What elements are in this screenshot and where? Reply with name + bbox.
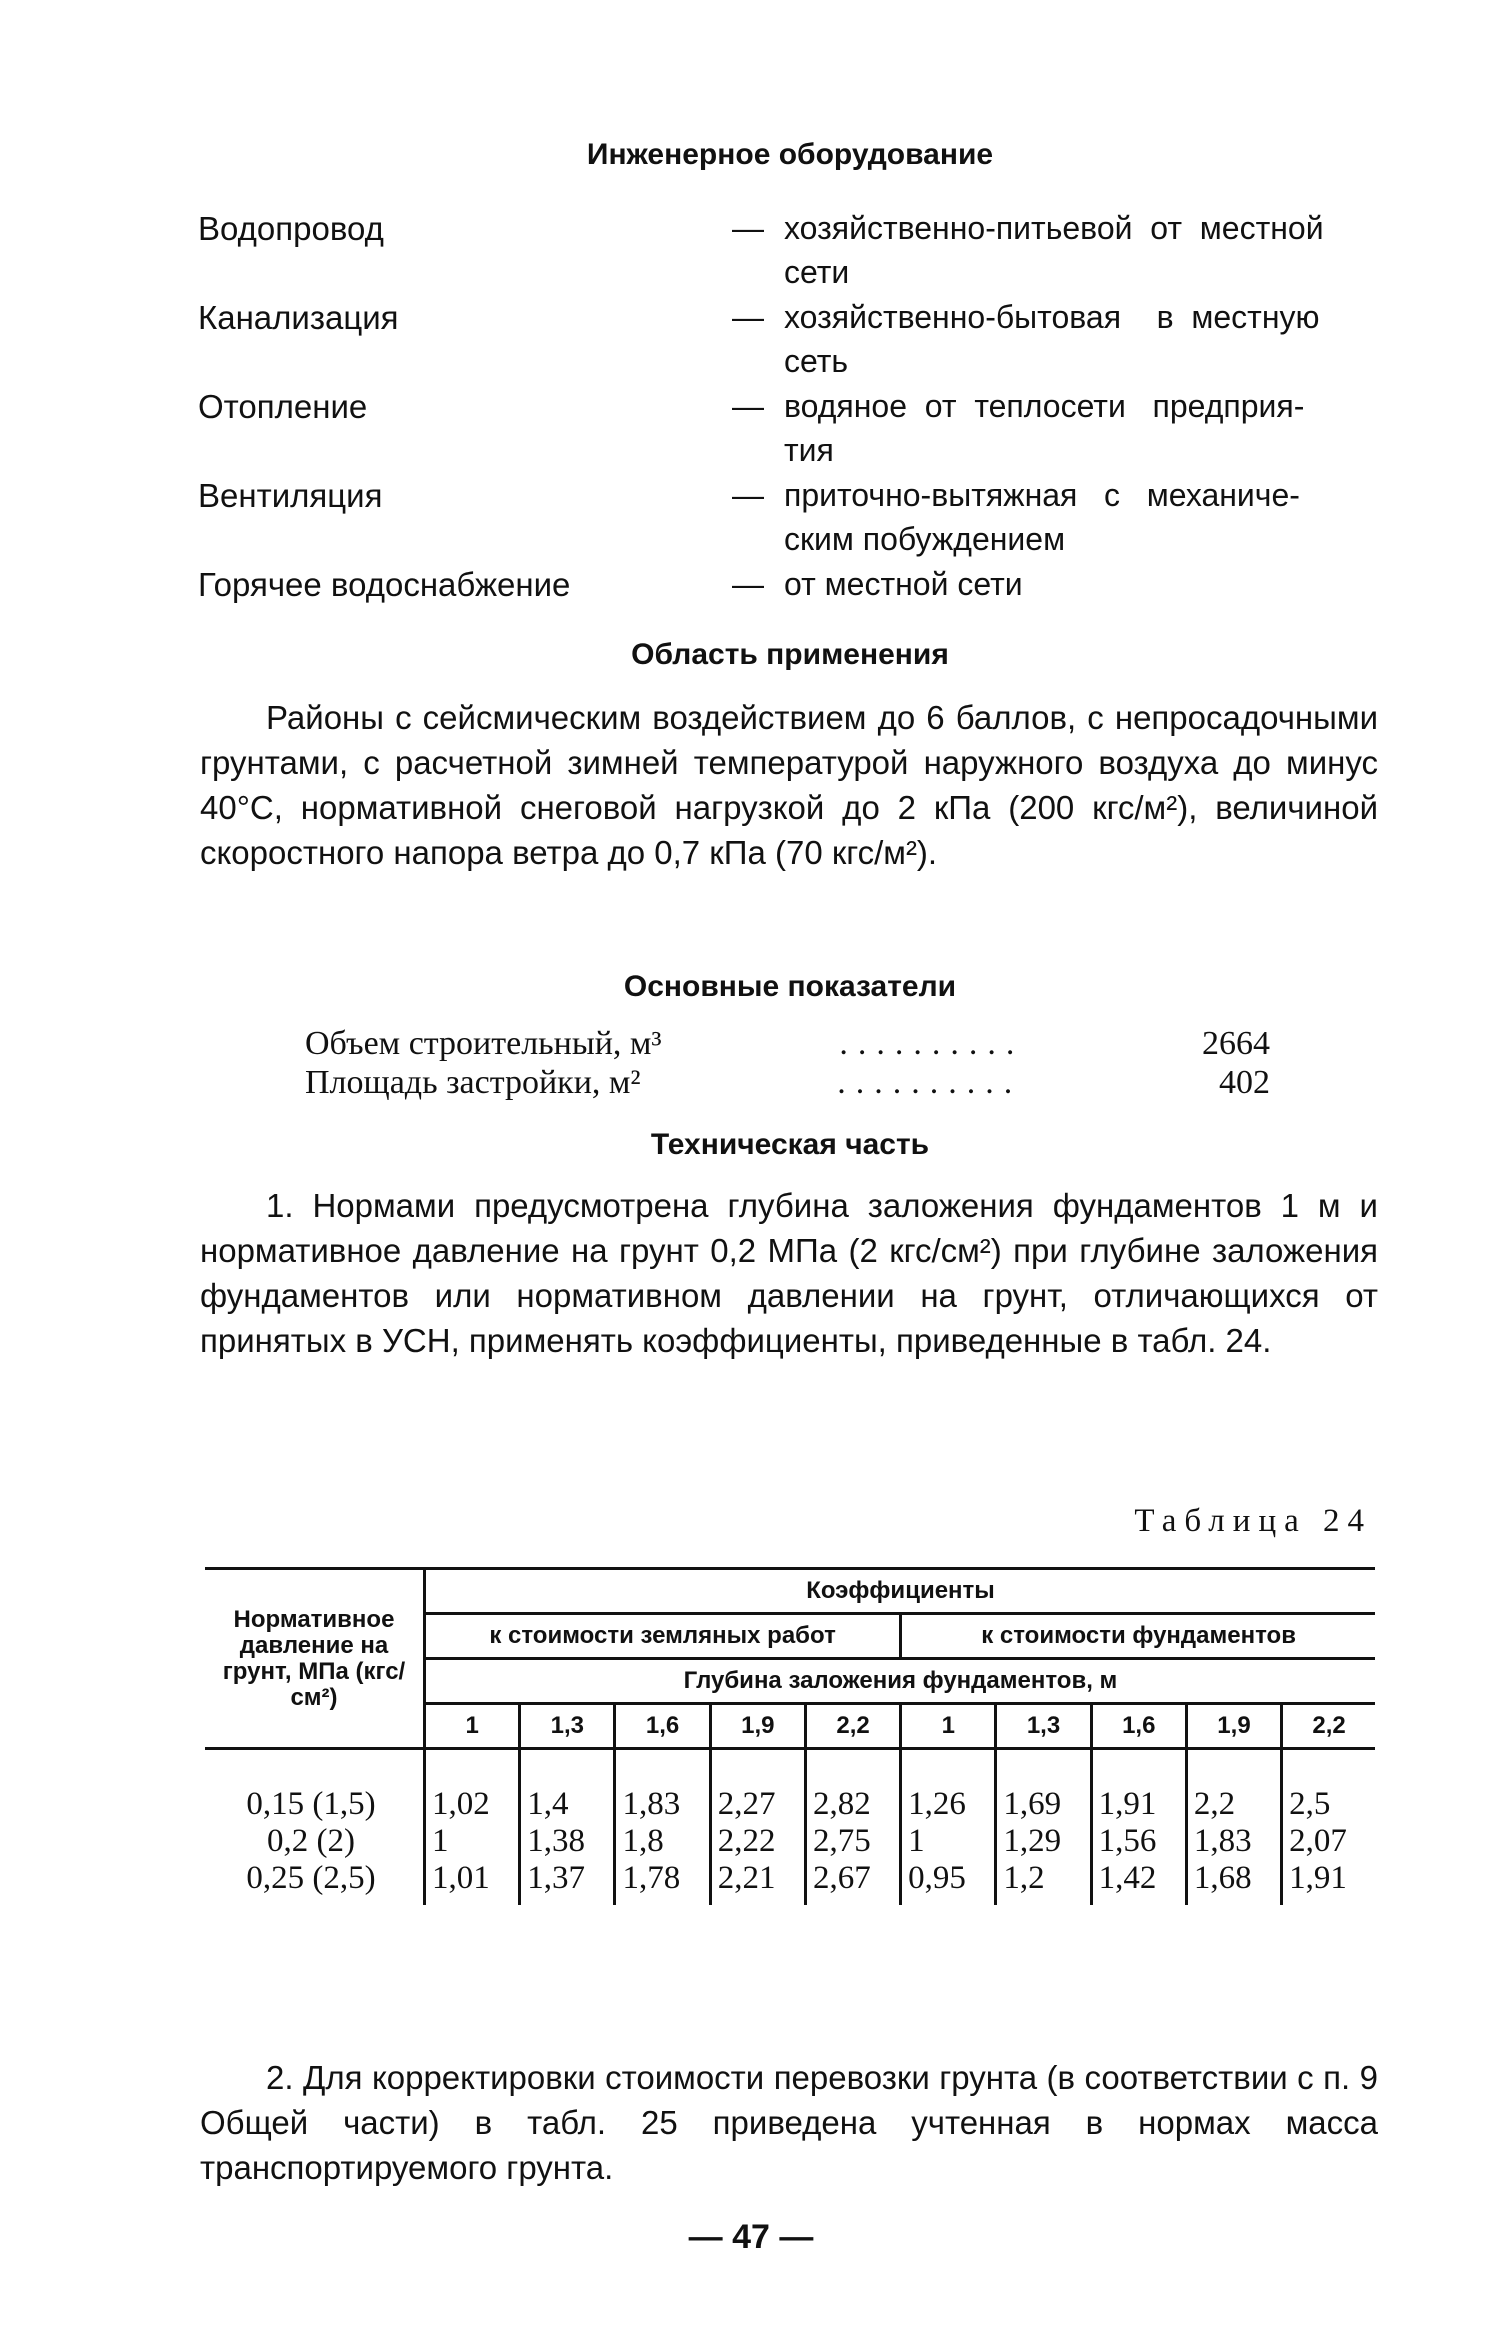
equipment-desc-line: от местной сети	[784, 566, 1023, 602]
value-cell: 2,5	[1282, 1749, 1375, 1824]
equipment-label-ventilation: Вентиляция	[198, 477, 383, 514]
value-cell: 1,26	[901, 1749, 996, 1824]
equipment-label-hot-water: Горячее водоснабжение	[198, 566, 571, 603]
value-cell: 1,69	[996, 1749, 1091, 1824]
scope-heading: Область применения	[631, 638, 949, 671]
depth-cell: 1,9	[710, 1704, 805, 1749]
dash: —	[732, 299, 764, 335]
depth-cell: 1,6	[615, 1704, 710, 1749]
equipment-desc-hot-water	[732, 562, 1380, 606]
equipment-desc-line: водяное от теплосети предприя-	[784, 388, 1305, 424]
equipment-desc-sewer	[732, 295, 1380, 383]
value-cell: 1	[901, 1823, 996, 1860]
indicator-label: Площадь застройки, м²	[305, 1064, 641, 1101]
dash: —	[732, 566, 764, 602]
equipment-heading: Инженерное оборудование	[586, 138, 994, 171]
subheader-earthworks: к стоимости земляных работ	[425, 1614, 901, 1659]
equipment-desc-line: тия	[784, 432, 834, 468]
value-cell: 1,91	[1091, 1749, 1186, 1824]
value-cell: 2,75	[805, 1823, 900, 1860]
pressure-cell: 0,15 (1,5)	[246, 1786, 376, 1822]
value-cell: 1,78	[615, 1860, 710, 1905]
depth-header: Глубина заложения фундаментов, м	[425, 1659, 1376, 1704]
value-cell: 2,22	[710, 1823, 805, 1860]
equipment-desc-line: сеть	[784, 343, 849, 379]
value-cell: 2,07	[1282, 1823, 1375, 1860]
dot-leader: ..........	[837, 1064, 1023, 1101]
indicator-label: Объем строительный, м³	[305, 1025, 662, 1062]
value-cell: 1,2	[996, 1860, 1091, 1905]
indicator-row-volume	[305, 1025, 1270, 1063]
value-cell: 1,83	[1186, 1823, 1281, 1860]
equipment-label-water: Водопровод	[198, 210, 384, 247]
technical-heading: Техническая часть	[650, 1128, 930, 1161]
depth-cell: 2,2	[805, 1704, 900, 1749]
table-row	[205, 1749, 1375, 1824]
depth-cell: 1	[901, 1704, 996, 1749]
equipment-desc-ventilation	[732, 473, 1380, 561]
equipment-desc-line: приточно-вытяжная с механиче-	[784, 477, 1300, 513]
value-cell: 1,29	[996, 1823, 1091, 1860]
col-pressure-header: Нормативное давление на грунт, МПа (кгс/см²)	[205, 1569, 425, 1749]
equipment-label-heating: Отопление	[198, 388, 368, 425]
value-cell: 2,82	[805, 1749, 900, 1824]
page-number: — 47 —	[688, 2218, 814, 2256]
value-cell: 1,01	[425, 1860, 520, 1905]
value-cell: 0,95	[901, 1860, 996, 1905]
equipment-desc-line: хозяйственно-питьевой от местной	[784, 210, 1324, 246]
value-cell: 2,67	[805, 1860, 900, 1905]
table-row	[205, 1823, 1375, 1860]
value-cell: 1,8	[615, 1823, 710, 1860]
value-cell: 1,4	[520, 1749, 615, 1824]
group-header-coefficients: Коэффициенты	[425, 1569, 1376, 1614]
depth-cell: 1,3	[520, 1704, 615, 1749]
value-cell: 1,38	[520, 1823, 615, 1860]
dot-leader: ..........	[839, 1025, 1025, 1062]
value-cell: 1,68	[1186, 1860, 1281, 1905]
table-row	[205, 1860, 1375, 1905]
indicator-row-area	[305, 1064, 1270, 1102]
depth-cell: 1,3	[996, 1704, 1091, 1749]
value-cell: 1	[425, 1823, 520, 1860]
value-cell: 1,42	[1091, 1860, 1186, 1905]
value-cell: 1,83	[615, 1749, 710, 1824]
indicators-heading: Основные показатели	[623, 970, 957, 1003]
depth-cell: 2,2	[1282, 1704, 1375, 1749]
equipment-desc-line: ским побуждением	[784, 521, 1066, 557]
subheader-foundations: к стоимости фундаментов	[901, 1614, 1375, 1659]
value-cell: 1,56	[1091, 1823, 1186, 1860]
dash: —	[732, 477, 764, 513]
value-cell: 2,21	[710, 1860, 805, 1905]
dash: —	[732, 210, 764, 246]
equipment-desc-line: сети	[784, 254, 850, 290]
coefficients-table	[205, 1567, 1375, 1905]
indicator-value: 402	[1219, 1064, 1270, 1101]
equipment-desc-heating	[732, 384, 1380, 472]
value-cell: 2,2	[1186, 1749, 1281, 1824]
dash: —	[732, 388, 764, 424]
depth-cell: 1,6	[1091, 1704, 1186, 1749]
value-cell: 1,91	[1282, 1860, 1375, 1905]
equipment-desc-water	[732, 206, 1380, 294]
table-caption: Таблица 24	[1134, 1503, 1372, 1539]
equipment-label-sewer: Канализация	[198, 299, 399, 336]
value-cell: 1,02	[425, 1749, 520, 1824]
scope-paragraph: Районы с сейсмическим воздействием до 6 баллов, с непросадочными грунтами, с расчетной зимней температурой наружного воздуха до минус 40°С, нормативной снеговой нагрузкой до 2 кПа (200 кгс/м²), величиной скоростного напора ветра до 0,7 кПа (70 кгс/м²).	[200, 699, 1378, 871]
pressure-cell: 0,2 (2)	[267, 1823, 355, 1859]
equipment-desc-line: хозяйственно-бытовая в местную	[784, 299, 1320, 335]
pressure-cell: 0,25 (2,5)	[246, 1860, 376, 1896]
depth-cell: 1,9	[1186, 1704, 1281, 1749]
indicator-value: 2664	[1202, 1025, 1270, 1062]
value-cell: 1,37	[520, 1860, 615, 1905]
technical-paragraph-2: 2. Для корректировки стоимости перевозки грунта (в соответствии с п. 9 Общей части) в табл. 25 приведена учтенная в нормах масса транспортируемого грунта.	[200, 2059, 1378, 2186]
value-cell: 2,27	[710, 1749, 805, 1824]
technical-paragraph-1: 1. Нормами предусмотрена глубина заложения фундаментов 1 м и нормативное давление на грунт 0,2 МПа (2 кгс/см²) при глубине заложения фундаментов или нормативном давлении на грунт, отличающихся от принятых в УСН, применять коэффициенты, приведенные в табл. 24.	[200, 1187, 1378, 1359]
depth-cell: 1	[425, 1704, 520, 1749]
